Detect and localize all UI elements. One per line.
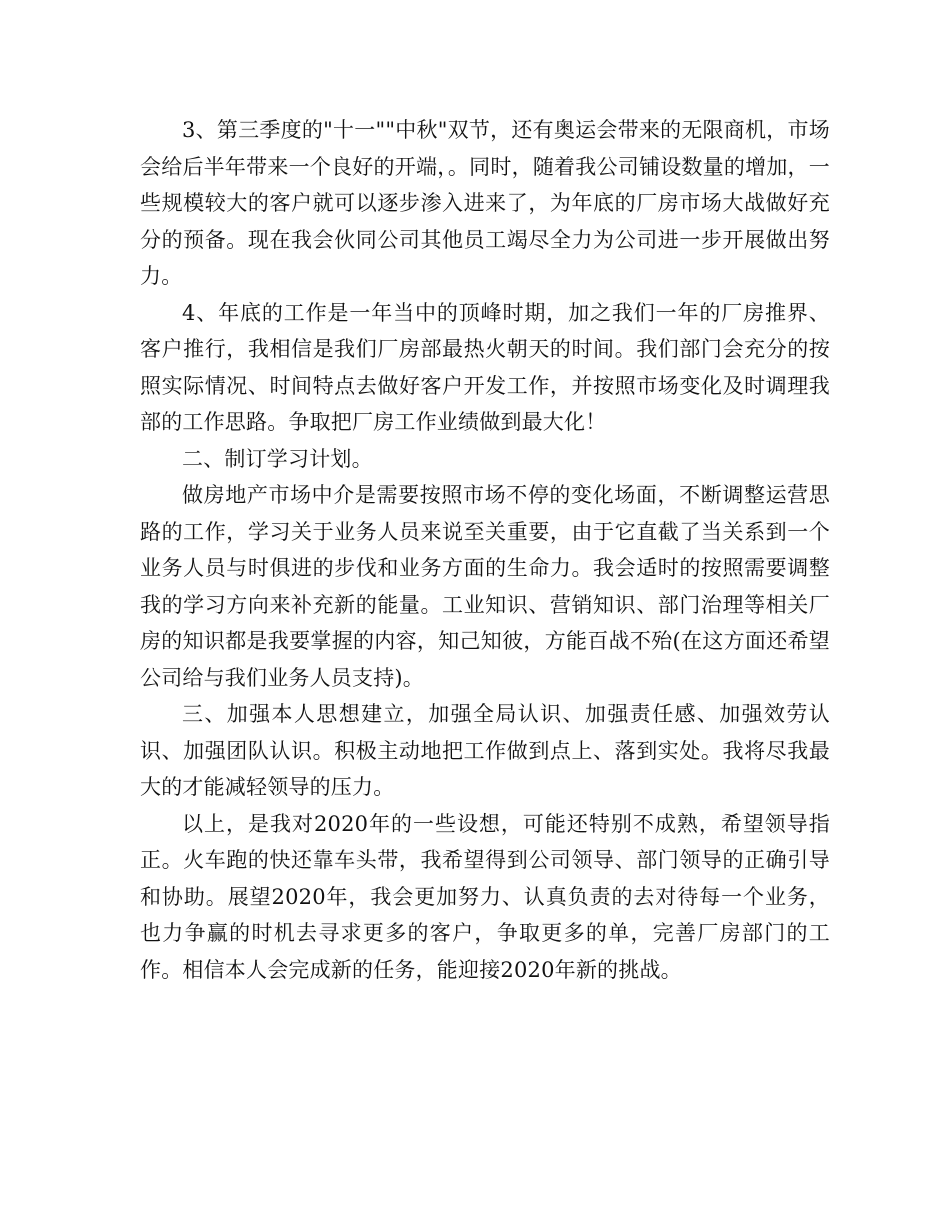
paragraph-year-end-plan: 4、年底的工作是一年当中的顶峰时期，加之我们一年的厂房推界、客户推行，我相信是我们厂房部最热火朝天的时间。我们部门会充分的按照实际情况、时间特点去做好客户开发工作，并按照市场变化及时调理我部的工作思路。争取把厂房工作业绩做到最大化！: [140, 300, 830, 434]
paragraph-q3-plan: 3、第三季度的"十一""中秋"双节，还有奥运会带来的无限商机，市场会给后半年带来一个良好的开端，。同时，随着我公司铺设数量的增加，一些规模较大的客户就可以逐步渗入进来了，为年底的厂房市场大战做好充分的预备。现在我会伙同公司其他员工竭尽全力为公司进一步开展做出努力。: [140, 118, 830, 288]
section-heading-self-improvement: 三、加强本人思想建立，加强全局认识、加强责任感、加强效劳认识、加强团队认识。积极主动地把工作做到点上、落到实处。我将尽我最大的才能减轻领导的压力。: [140, 702, 830, 799]
document-body: [140, 112, 830, 988]
section-heading-study-plan: 二、制订学习计划。: [182, 446, 373, 471]
paragraph-conclusion: 以上，是我对2020年的一些设想，可能还特别不成熟，希望领导指正。火车跑的快还靠车头带，我希望得到公司领导、部门领导的正确引导和协助。展望2020年，我会更加努力、认真负责的去对待每一个业务，也力争赢的时机去寻求更多的客户，争取更多的单，完善厂房部门的工作。相信本人会完成新的任务，能迎接2020年新的挑战。: [140, 811, 830, 982]
paragraph-study-plan: 做房地产市场中介是需要按照市场不停的变化场面，不断调整运营思路的工作，学习关于业务人员来说至关重要，由于它直截了当关系到一个业务人员与时俱进的步伐和业务方面的生命力。我会适时的按照需要调整我的学习方向来补充新的能量。工业知识、营销知识、部门治理等相关厂房的知识都是我要掌握的内容，知己知彼，方能百战不殆(在这方面还希望公司给与我们业务人员支持)。: [140, 483, 830, 690]
